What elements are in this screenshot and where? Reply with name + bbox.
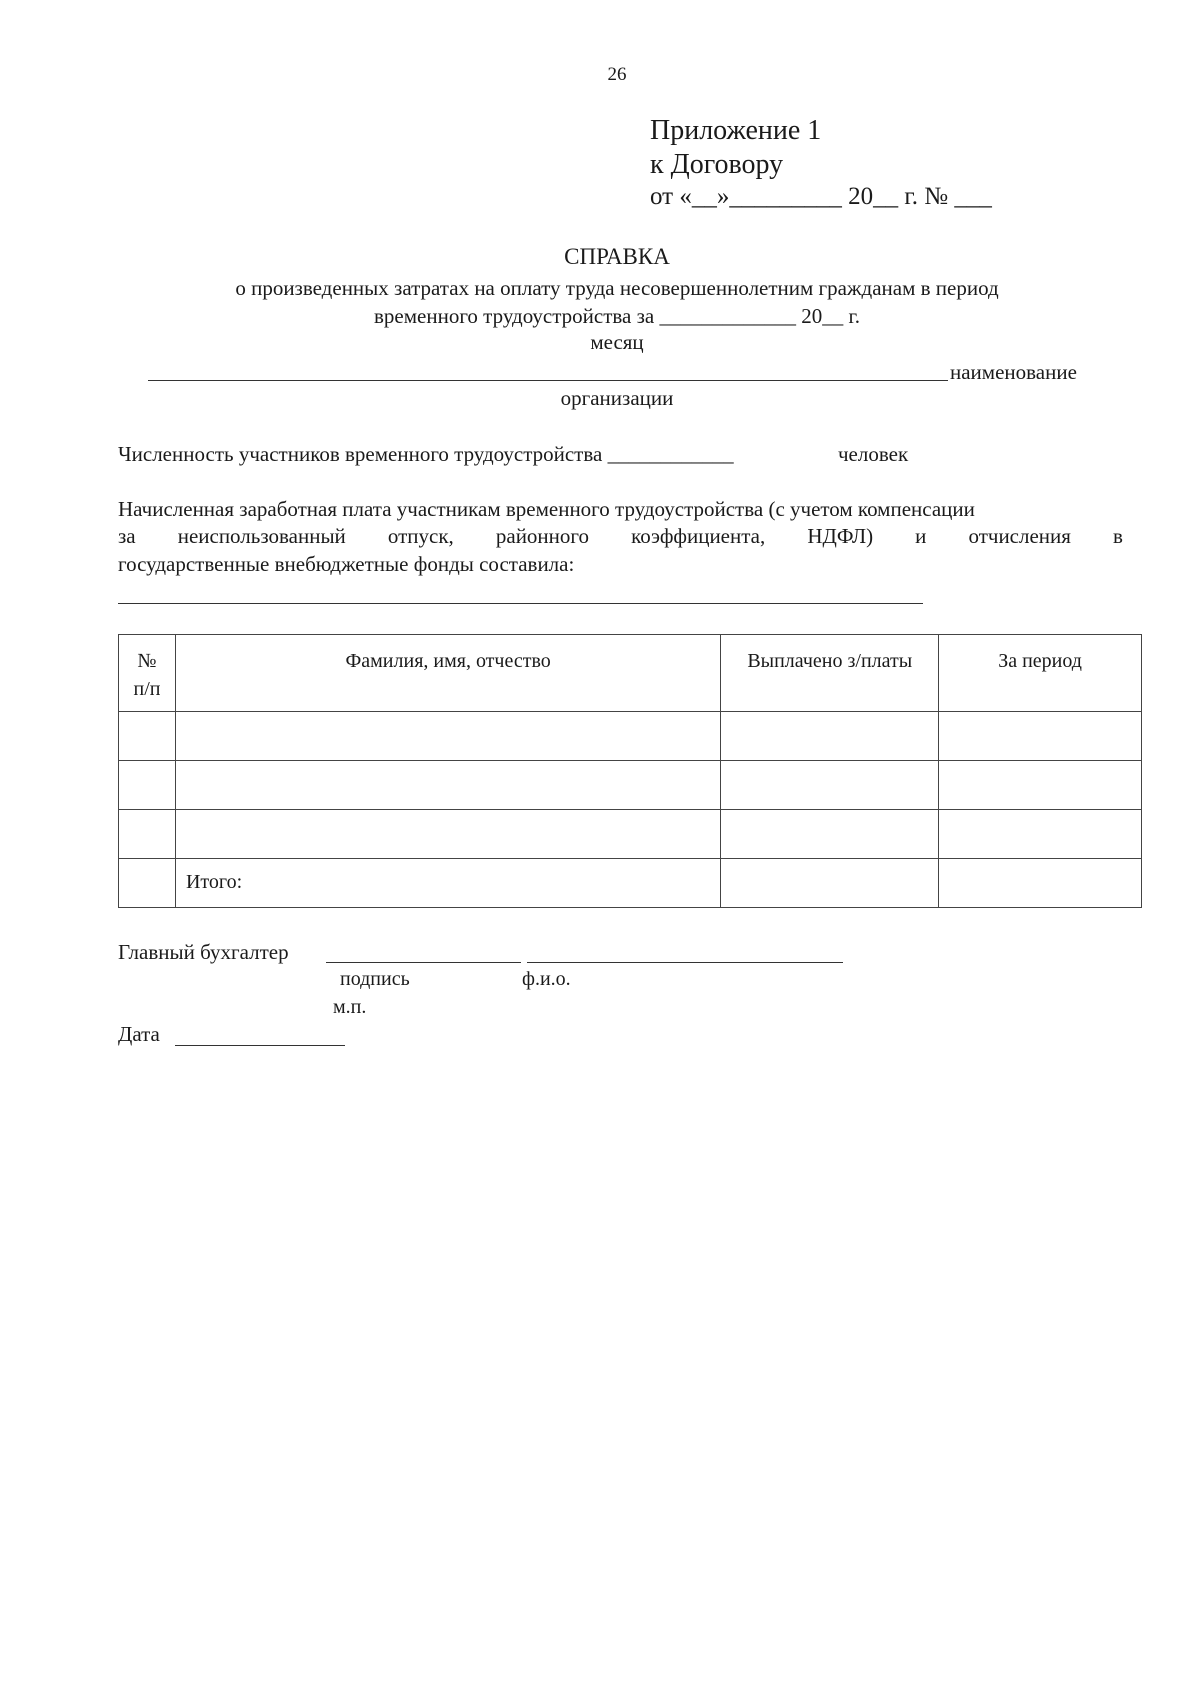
table-cell[interactable] [721,761,939,810]
participants-unit: человек [838,442,909,466]
document-subtitle-line1: о произведенных затратах на оплату труда несовершеннолетним гражданам в период [235,276,999,300]
month-caption: месяц [590,330,644,354]
total-label: Итого: [175,859,720,908]
appendix-date-number: от «__»_________ 20__ г. № ___ [650,183,992,210]
table-cell[interactable] [939,761,1142,810]
appendix-title: Приложение 1 [650,115,822,146]
header-number-symbol: № [137,650,157,672]
participants-count-label: Численность участников временного трудоустройства ____________ [118,442,734,466]
document-subtitle-line2: временного трудоустройства за _____________ 20__ г. [374,304,860,328]
table-cell[interactable] [939,810,1142,859]
table-row [119,712,1142,761]
organization-name-line [148,380,948,381]
table-cell[interactable] [119,859,176,908]
table-cell[interactable] [939,859,1142,908]
full-name-line [527,962,843,963]
header-full-name: Фамилия, имя, отчество [175,635,720,712]
table-cell[interactable] [175,712,720,761]
table-cell[interactable] [175,761,720,810]
signature-line [326,962,521,963]
date-label: Дата [118,1022,160,1046]
table-cell[interactable] [721,859,939,908]
date-line [175,1045,345,1046]
table-row [119,761,1142,810]
salary-word: неиспользованный [177,524,346,548]
salary-word: в [1113,524,1123,548]
header-period: За период [939,635,1142,712]
header-salary-paid: Выплачено з/платы [721,635,939,712]
salary-word: отпуск, [387,524,454,548]
page-number: 26 [607,64,627,85]
table-row [119,810,1142,859]
full-name-caption: ф.и.о. [522,968,571,990]
salary-word: за [118,524,136,548]
header-number-abbr: п/п [133,678,161,700]
table-header-row [119,635,1142,712]
table-cell[interactable] [119,761,176,810]
document-title: СПРАВКА [564,244,670,269]
salary-word: коэффициента, [631,524,766,548]
stamp-caption: м.п. [333,996,367,1018]
table-total-row [119,859,1142,908]
table-cell[interactable] [721,712,939,761]
table-cell[interactable] [175,810,720,859]
table-cell[interactable] [721,810,939,859]
salary-paragraph-line1: Начисленная заработная плата участникам временного трудоустройства (с учетом компенсации [118,497,975,521]
salary-word: и [915,524,927,548]
appendix-contract: к Договору [650,149,784,180]
chief-accountant-label: Главный бухгалтер [118,940,289,964]
signature-caption: подпись [340,968,410,990]
salary-word: НДФЛ) [807,524,874,548]
salary-word: районного [495,524,590,548]
salary-table [118,634,1142,908]
organization-caption-below: организации [560,386,674,410]
header-number [119,635,176,712]
table-cell[interactable] [939,712,1142,761]
salary-paragraph-line3: государственные внебюджетные фонды составила: [118,552,575,576]
salary-paragraph-line2 [118,524,1123,549]
table-cell[interactable] [119,810,176,859]
salary-word: отчисления [968,524,1071,548]
salary-amount-line [118,603,923,604]
table-cell[interactable] [119,712,176,761]
organization-caption-right: наименование [950,360,1077,384]
